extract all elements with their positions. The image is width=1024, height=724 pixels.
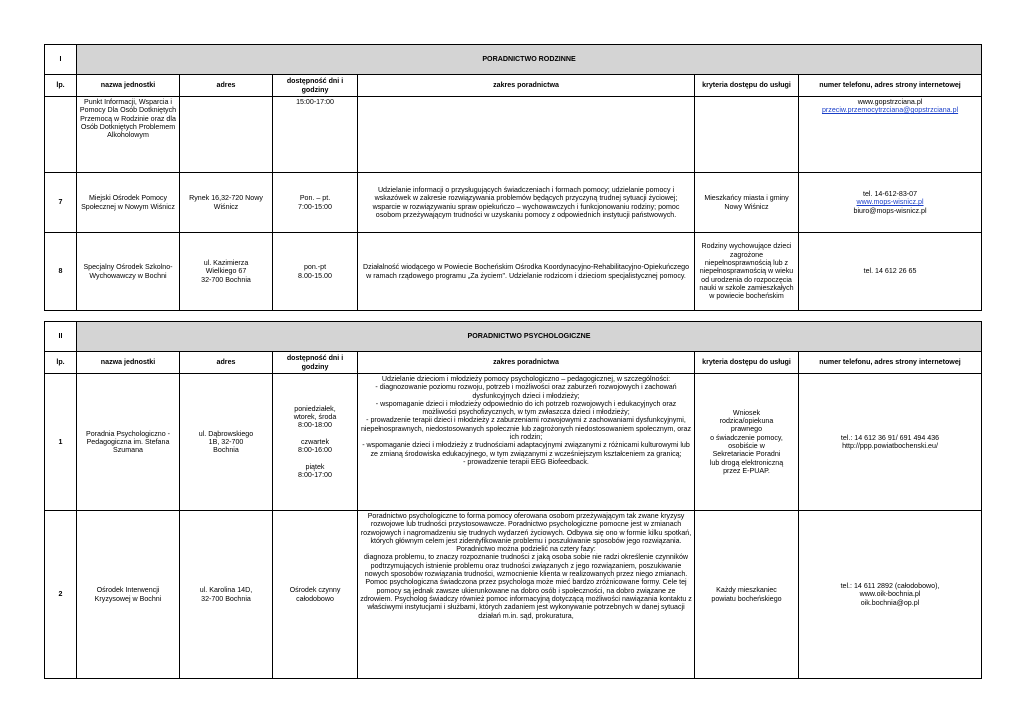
row-lp	[45, 97, 77, 173]
website-link[interactable]: www.oik-bochnia.pl	[859, 590, 921, 599]
unit-contact	[799, 97, 982, 173]
table-row	[45, 511, 982, 679]
row-lp: 8	[45, 233, 77, 311]
col-header-contact: numer telefonu, adres strony internetowej	[799, 75, 982, 97]
table-row	[45, 233, 982, 311]
row-lp: 1	[45, 374, 77, 511]
phone-number: tel.: 14 611 2892 (całodobowo),	[840, 582, 940, 591]
section-number: II	[45, 322, 77, 352]
unit-scope: Udzielanie dzieciom i młodzieży pomocy psychologiczno – pedagogicznej, w szczególności: - diagnozowanie poziomu rozwoju, potrzeb i możliwości oraz zaburzeń rozwojowych i zachowań dysfunkcyjnych dzieci i młodzieży; - wspomaganie dzieci i młodzieży odpowiednio do ich potrzeb rozwojowych i edukacyjnych oraz możliwości psychofizycznych, w tym zwłaszcza dzieci i młodzieży; - prowadzenie terapii dzieci i młodzieży z zaburzeniami rozwojowymi z zachowaniami dysfunkcyjnymi, niepełnosprawnych, niedostosowanych społecznie lub zagrożonych niedostosowaniem społecznym, oraz ich rodzin; - wspomaganie dzieci i młodzieży z trudnościami adaptacyjnymi związanymi z różnicami kulturowymi lub ze zmianą środowiska edukacyjnego, w tym związanymi z wcześniejszym kształceniem za granicą; - prowadzenie terapii EEG Biofeedback.	[358, 374, 695, 511]
col-header-scope: zakres poradnictwa	[358, 352, 695, 374]
col-header-availability: dostępność dni i godziny	[273, 75, 358, 97]
unit-scope	[358, 97, 695, 173]
unit-address: ul. Dąbrowskiego 1B, 32-700 Bochnia	[180, 374, 273, 511]
unit-address	[180, 97, 273, 173]
row-lp: 7	[45, 173, 77, 233]
website-link[interactable]: www.mops-wisnicz.pl	[856, 198, 924, 207]
unit-criteria: Mieszkańcy miasta i gminy Nowy Wiśnicz	[695, 173, 799, 233]
unit-scope: Udzielanie informacji o przysługujących świadczeniach i formach pomocy; udzielanie pomocy i wskazówek w zakresie rozwiązywania problemów będących przyczyną trudnej sytuacji życiowej; wsparcie w rozwiązywaniu spraw opiekuńczo – wychowawczych i funkcjonowaniu rodziny; pomoc osobom przeżywającym trudności w uzyskaniu pomocy z odpowiednich instytucji państwowych.	[358, 173, 695, 233]
unit-criteria: Rodziny wychowujące dzieci zagrożone niepełnosprawnością lub z niepełnosprawnością w wieku od urodzenia do rozpoczęcia nauki w szkole zamieszkałych w powiecie bocheńskim	[695, 233, 799, 311]
table-poradnictwo-psychologiczne	[44, 321, 982, 679]
unit-criteria: Wniosek rodzica/opiekuna prawnego o świadczenie pomocy, osobiście w Sekretariacie Poradni lub drogą elektroniczną przez E-PUAP.	[695, 374, 799, 511]
website-link[interactable]: http://ppp.powiatbochenski.eu/	[842, 442, 938, 450]
unit-name: Poradnia Psychologiczno - Pedagogiczna im. Stefana Szumana	[77, 374, 180, 511]
table-row	[45, 173, 982, 233]
unit-criteria: Każdy mieszkaniec powiatu bocheńskiego	[695, 511, 799, 679]
unit-contact	[799, 511, 982, 679]
email-link[interactable]: oik.bochnia@op.pl	[860, 598, 920, 607]
unit-contact	[799, 173, 982, 233]
unit-criteria	[695, 97, 799, 173]
col-header-address: adres	[180, 75, 273, 97]
col-header-contact: numer telefonu, adres strony internetowej	[799, 352, 982, 374]
table-row	[45, 97, 982, 173]
table-poradnictwo-rodzinne	[44, 44, 982, 311]
col-header-availability: dostępność dni i godziny	[273, 352, 358, 374]
section-title: PORADNICTWO RODZINNE	[77, 45, 982, 75]
unit-address: ul. Kazimierza Wielkiego 67 32-700 Bochnia	[180, 233, 273, 311]
unit-address: ul. Karolina 14D, 32-700 Bochnia	[180, 511, 273, 679]
unit-scope: Działalność wiodącego w Powiecie Bocheńskim Ośrodka Koordynacyjno-Rehabilitacyjno-Opiekuńczego w ramach rządowego programu „Za życiem". Udzielanie rodzicom i dzieciom specjalistycznej pomocy.	[358, 233, 695, 311]
email-link[interactable]: przeciw.przemocytrzciana@gopstrzciana.pl	[821, 106, 959, 115]
phone-number: tel. 14 612 26 65	[863, 267, 917, 276]
col-header-name: nazwa jednostki	[77, 75, 180, 97]
col-header-criteria: kryteria dostępu do usługi	[695, 352, 799, 374]
header-row	[45, 352, 982, 374]
col-header-scope: zakres poradnictwa	[358, 75, 695, 97]
col-header-lp: lp.	[45, 352, 77, 374]
unit-address: Rynek 16,32-720 Nowy Wiśnicz	[180, 173, 273, 233]
col-header-lp: lp.	[45, 75, 77, 97]
header-row	[45, 75, 982, 97]
unit-name: Specjalny Ośrodek Szkolno-Wychowawczy w Bochni	[77, 233, 180, 311]
unit-availability: pon.-pt 8.00-15.00	[273, 233, 358, 311]
unit-availability: poniedziałek, wtorek, środa 8:00-18:00 czwartek 8:00-16:00 piątek 8:00-17:00	[273, 374, 358, 511]
unit-availability: Pon. – pt. 7:00-15:00	[273, 173, 358, 233]
unit-contact	[799, 374, 982, 511]
unit-availability: 15:00-17:00	[273, 97, 358, 173]
unit-scope: Poradnictwo psychologiczne to forma pomocy oferowana osobom przeżywającym tak zwane kryzysy rozwojowe lub trudności przystosowawcze. Poradnictwo psychologiczne pomocne jest w zmianach rozwojowych i nagromadzeniu się trudnych wydarzeń życiowych. Odbywa się ono w formie kilku spotkań, których głównym celem jest zidentyfikowanie problemu i poszukiwanie sposobów jego rozwiązania. Poradnictwo można podzielić na cztery fazy: diagnoza problemu, to znaczy rozpoznanie trudności z jaką osoba sobie nie radzi określenie czynników podtrzymujących istnienie problemu oraz trudności związanych z jego rozwiązaniem, poszukiwanie nowych sposobów rozwiązania trudności, wzmocnienie klienta w realizowanych przez niego zmianach. Pomoc psychologiczna świadczona przez psychologa może mieć bardzo zróżnicowane formy. Cele tej pomocy są jednak zawsze ukierunkowane na dobro osób i społeczności, na dobro związane ze zdrowiem. Psycholog świadczy również pomoc informacyjną dotyczącą możliwości nawiązania kontaktu z właściwymi instytucjami i służbami, których zadaniem jest wykonywanie potrzebnych w danej sytuacji działań m.in. sąd, prokuratura,	[358, 511, 695, 679]
unit-name: Miejski Ośrodek Pomocy Społecznej w Nowym Wiśnicz	[77, 173, 180, 233]
row-lp: 2	[45, 511, 77, 679]
table-row	[45, 374, 982, 511]
col-header-criteria: kryteria dostępu do usługi	[695, 75, 799, 97]
unit-availability: Ośrodek czynny całodobowo	[273, 511, 358, 679]
col-header-address: adres	[180, 352, 273, 374]
unit-name: Ośrodek Interwencji Kryzysowej w Bochni	[77, 511, 180, 679]
unit-name: Punkt Informacji, Wsparcia i Pomocy Dla Osób Dotkniętych Przemocą w Rodzinie oraz dla Osób Dotkniętych Problemem Alkoholowym	[77, 97, 180, 173]
unit-contact	[799, 233, 982, 311]
website-link[interactable]: www.gopstrzciana.pl	[857, 98, 923, 106]
phone-number: tel.: 14 612 36 91/ 691 494 436	[840, 433, 940, 442]
section-title: PORADNICTWO PSYCHOLOGICZNE	[77, 322, 982, 352]
email-link[interactable]: biuro@mops-wisnicz.pl	[853, 206, 927, 215]
col-header-name: nazwa jednostki	[77, 352, 180, 374]
section-number: I	[45, 45, 77, 75]
phone-number: tel. 14-612-83-07	[863, 190, 918, 199]
